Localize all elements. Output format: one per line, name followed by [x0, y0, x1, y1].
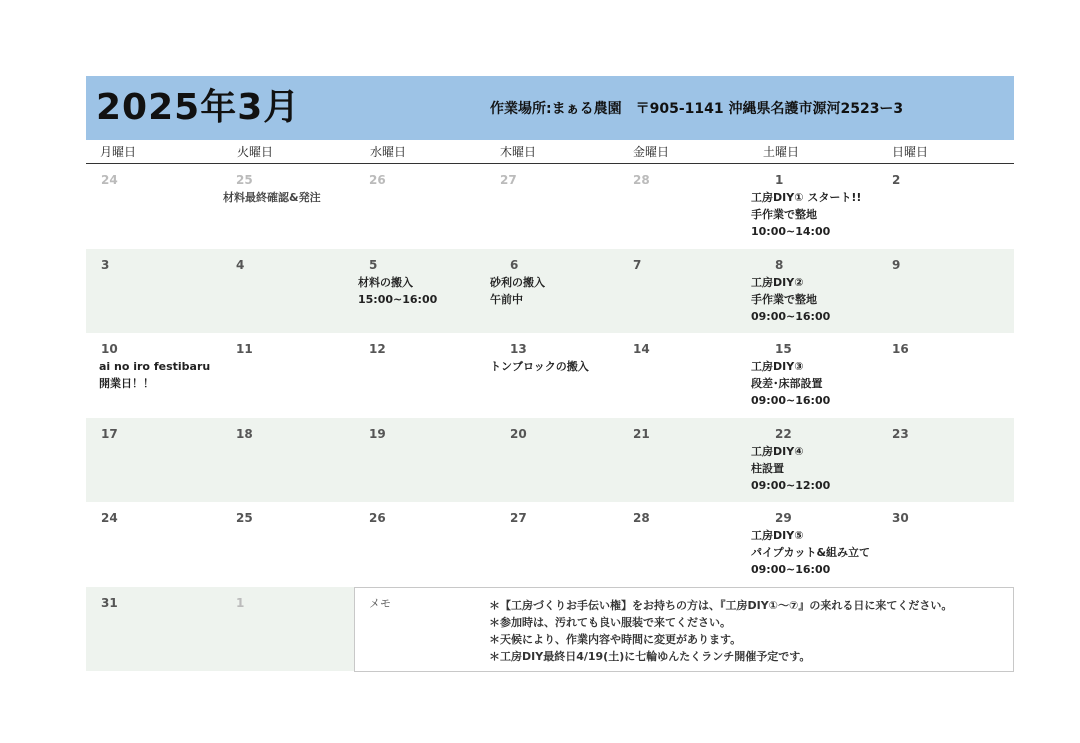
day-number: 26 — [369, 173, 386, 187]
weekday-label: 木曜日 — [500, 145, 537, 159]
day-number: 17 — [101, 426, 118, 441]
calendar-week-last — [86, 587, 1014, 672]
memo-line: ＊天候により、作業内容や時間に変更があります。 — [489, 632, 742, 646]
event-text: 柱設置 — [751, 461, 784, 475]
day-number: 10 — [101, 342, 118, 356]
day-cell — [223, 164, 354, 249]
day-number: 14 — [633, 342, 650, 356]
day-number: 9 — [892, 257, 901, 272]
day-cell — [486, 418, 617, 503]
day-number: 25 — [236, 511, 253, 525]
calendar-week — [86, 333, 1014, 418]
day-cell — [354, 249, 486, 334]
header-banner — [86, 76, 1014, 140]
day-cell — [86, 164, 223, 249]
day-number: 6 — [510, 257, 519, 272]
day-cell — [354, 502, 486, 587]
calendar-sheet — [86, 76, 1014, 671]
event-text: 砂利の搬入 — [490, 275, 545, 289]
day-cell — [86, 502, 223, 587]
day-cell — [617, 164, 749, 249]
day-number: 27 — [510, 511, 527, 525]
calendar-grid — [86, 164, 1014, 587]
day-number: 13 — [510, 342, 527, 356]
event-text: 工房DIY③ — [751, 360, 804, 373]
day-cell — [880, 249, 1014, 334]
day-number: 28 — [633, 173, 650, 187]
day-cell — [486, 249, 617, 334]
day-number: 11 — [236, 342, 253, 356]
event-text: 15:00~16:00 — [358, 292, 438, 306]
day-cell — [223, 333, 354, 418]
event-text: 09:00~12:00 — [751, 478, 831, 492]
weekday-label: 水曜日 — [370, 145, 407, 159]
event-text: 10:00~14:00 — [751, 225, 831, 238]
event-text: パイプカット&組み立て — [751, 546, 871, 559]
day-cell — [354, 418, 486, 503]
weekday-label: 金曜日 — [633, 145, 670, 159]
day-number: 8 — [775, 257, 784, 272]
day-cell — [86, 333, 223, 418]
memo-label: メモ — [369, 596, 391, 610]
day-number: 1 — [775, 173, 784, 187]
day-cell — [223, 502, 354, 587]
day-number: 26 — [369, 511, 386, 525]
day-number: 24 — [101, 173, 118, 187]
event-text: 工房DIY① スタート!! — [751, 191, 862, 204]
weekday-label: 火曜日 — [237, 145, 274, 159]
memo-line: ＊【工房づくりお手伝い権】をお持ちの方は、『工房DIY①～⑦』の来れる日に来てください。 — [489, 598, 953, 612]
day-number: 29 — [775, 511, 792, 525]
event-text: 09:00~16:00 — [751, 394, 831, 407]
day-number: 23 — [892, 426, 909, 441]
day-number: 12 — [369, 342, 386, 356]
day-cell — [223, 587, 354, 672]
day-cell — [749, 249, 880, 334]
day-number: 15 — [775, 342, 792, 356]
event-text: トンブロックの搬入 — [490, 360, 589, 373]
day-number: 25 — [236, 173, 253, 187]
memo-line: ＊工房DIY最終日4/19(土)に七輪ゆんたくランチ開催予定です。 — [489, 649, 811, 663]
day-number: 18 — [236, 426, 253, 441]
day-cell — [880, 502, 1014, 587]
day-cell — [223, 249, 354, 334]
weekday-header — [86, 140, 1014, 164]
day-number: 20 — [510, 426, 527, 441]
day-number: 24 — [101, 511, 118, 525]
day-number: 31 — [101, 595, 118, 610]
day-number: 28 — [633, 511, 650, 525]
event-text: 工房DIY⑤ — [751, 529, 804, 542]
day-cell — [880, 418, 1014, 503]
day-cell — [749, 333, 880, 418]
event-text: 09:00~16:00 — [751, 309, 831, 323]
day-number: 1 — [236, 595, 245, 610]
event-text: 午前中 — [490, 292, 523, 306]
day-cell — [617, 502, 749, 587]
memo-line: ＊参加時は、汚れても良い服装で来てください。 — [489, 615, 731, 629]
calendar-week — [86, 418, 1014, 503]
day-number: 3 — [101, 257, 110, 272]
day-number: 30 — [892, 511, 909, 525]
event-text: 材料の搬入 — [358, 275, 413, 289]
event-text: 段差･床部設置 — [751, 377, 823, 390]
memo-lines — [489, 597, 952, 665]
day-cell — [354, 333, 486, 418]
day-cell — [749, 502, 880, 587]
day-cell — [486, 502, 617, 587]
day-cell — [749, 164, 880, 249]
calendar-week — [86, 502, 1014, 587]
day-number: 5 — [369, 257, 378, 272]
day-cell — [486, 164, 617, 249]
day-cell — [880, 164, 1014, 249]
memo-box — [354, 587, 1014, 672]
calendar-week — [86, 164, 1014, 249]
day-number: 22 — [775, 426, 792, 441]
day-cell — [86, 587, 223, 672]
event-text: 開業日！！ — [99, 377, 154, 390]
day-number: 2 — [892, 173, 901, 187]
weekday-label: 土曜日 — [763, 145, 800, 159]
event-text: 工房DIY④ — [751, 444, 804, 458]
day-number: 7 — [633, 257, 642, 272]
day-cell — [486, 333, 617, 418]
day-number: 4 — [236, 257, 245, 272]
day-cell — [617, 249, 749, 334]
work-location: 作業場所:まぁる農園 〒905-1141 沖縄県名護市源河2523ー3 — [490, 101, 904, 117]
day-cell — [86, 249, 223, 334]
calendar-week — [86, 249, 1014, 334]
day-number: 27 — [500, 173, 517, 187]
day-cell — [86, 418, 223, 503]
event-text: 材料最終確認&発注 — [223, 191, 321, 204]
event-text: 工房DIY② — [751, 275, 804, 289]
day-cell — [617, 333, 749, 418]
day-number: 19 — [369, 426, 386, 441]
day-cell — [223, 418, 354, 503]
event-text: ai no iro festibaru — [99, 360, 211, 373]
event-text: 手作業で整地 — [751, 208, 817, 221]
page-title: 2025年3月 — [96, 87, 301, 128]
weekday-label: 日曜日 — [892, 145, 929, 159]
day-cell — [880, 333, 1014, 418]
day-number: 21 — [633, 426, 650, 441]
day-cell — [354, 164, 486, 249]
weekday-label: 月曜日 — [100, 145, 137, 159]
day-cell — [749, 418, 880, 503]
day-number: 16 — [892, 342, 909, 356]
day-cell — [617, 418, 749, 503]
event-text: 手作業で整地 — [751, 292, 817, 306]
event-text: 09:00~16:00 — [751, 563, 831, 576]
